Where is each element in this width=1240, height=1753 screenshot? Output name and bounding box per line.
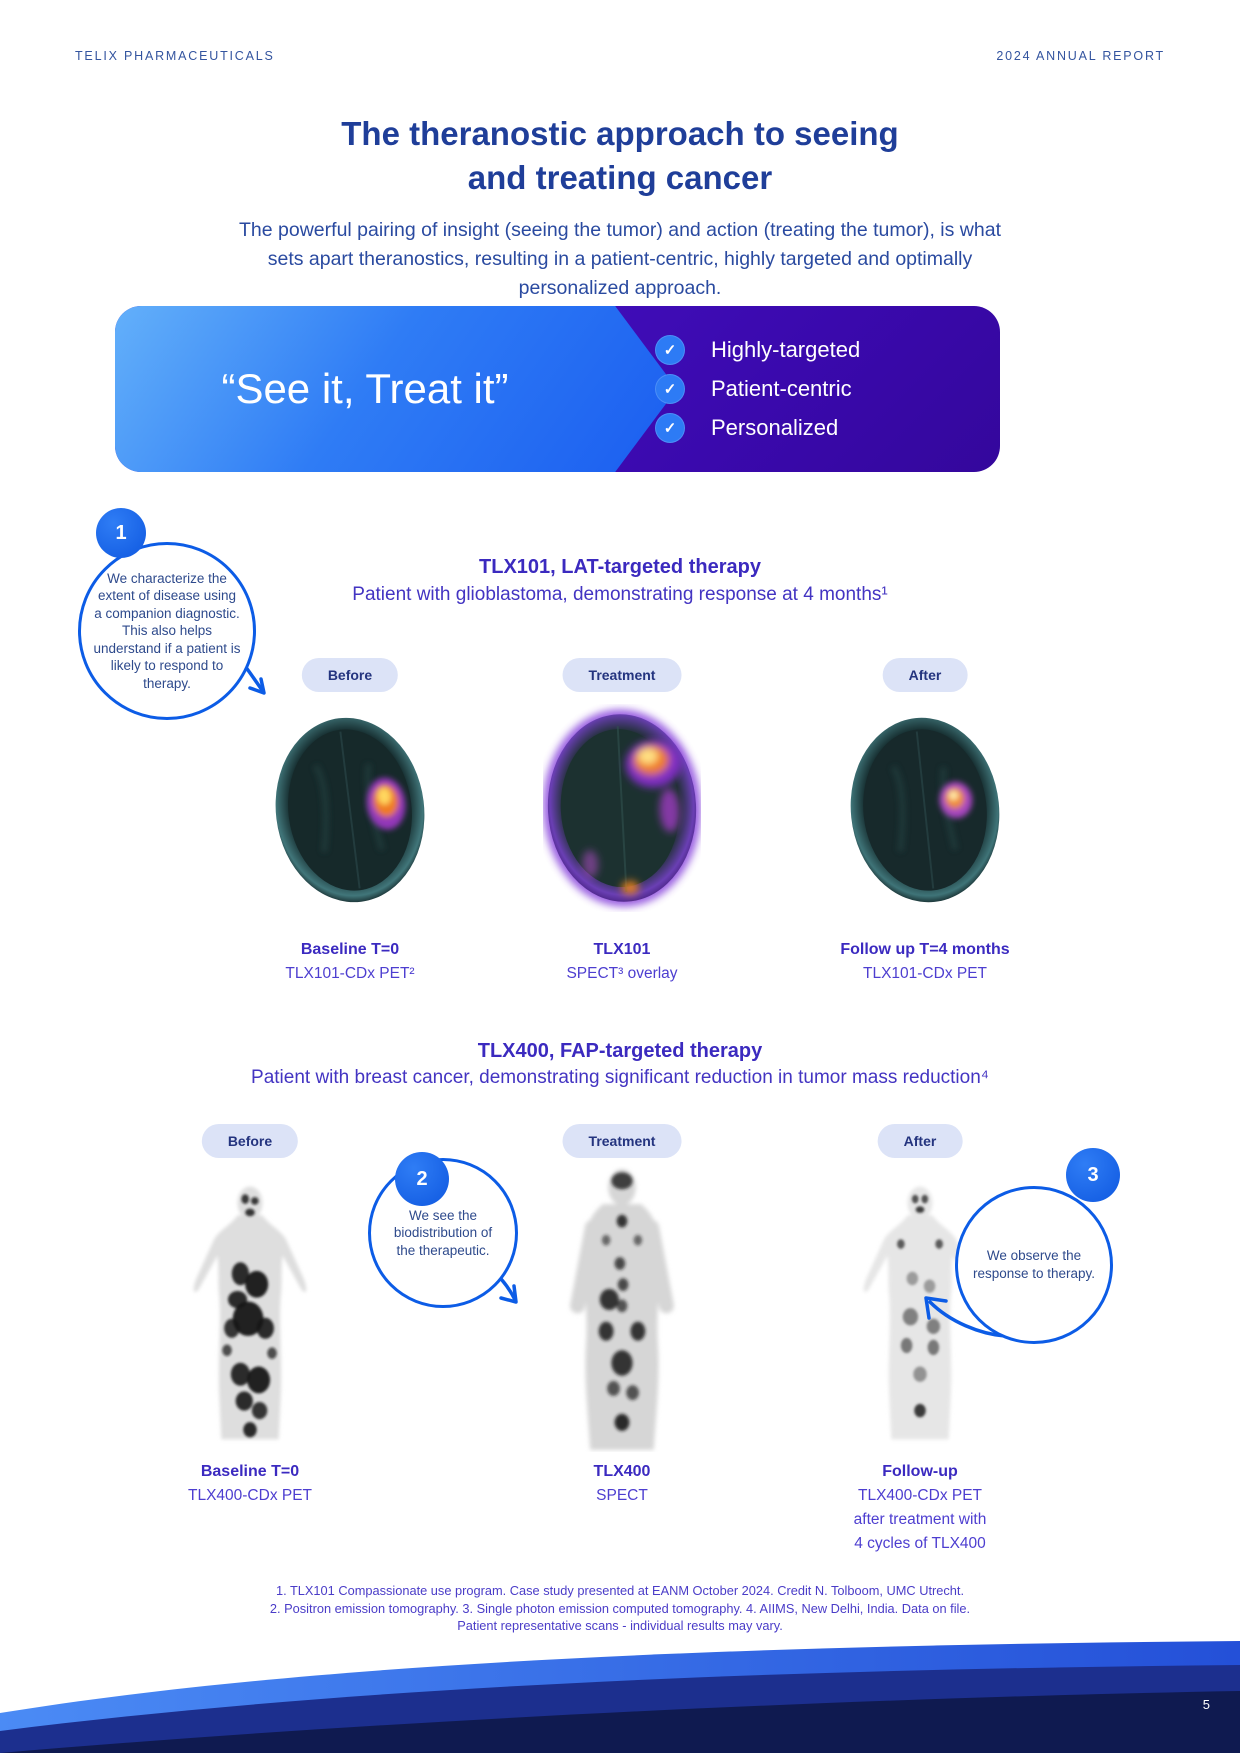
banner-quote: “See it, Treat it” (221, 365, 509, 412)
caption-treatment (594, 1460, 651, 1508)
check-icon: ✓ (655, 335, 685, 365)
banner-checklist (655, 306, 860, 472)
stage-pill-treatment: Treatment (563, 1124, 682, 1158)
caption-line: after treatment with (853, 1511, 987, 1528)
caption-line: TLX101-CDx PET² (285, 965, 415, 982)
caption-line: TLX400-CDx PET (187, 1487, 313, 1504)
stage-pill-before: Before (202, 1124, 298, 1158)
page-title-line2: and treating cancer (467, 159, 773, 196)
body-scan-before-image (183, 1178, 317, 1446)
caption-line: TLX400-CDx PET (857, 1487, 983, 1504)
page-title-line1: The theranostic approach to seeing (341, 115, 899, 152)
caption-before (285, 938, 414, 986)
brain-scan-before-image (273, 712, 427, 908)
caption-line: SPECT (596, 1487, 648, 1504)
header-report: 2024 ANNUAL REPORT (996, 49, 1165, 63)
footnote-line: 2. Positron emission tomography. 3. Single photon emission computed tomography. 4. AIIMS, New Delhi, India. Data on file. (269, 1600, 971, 1616)
see-it-treat-it-banner (115, 306, 1000, 472)
footnote-line: Patient representative scans - individual results may vary. (457, 1618, 783, 1633)
page-title (0, 112, 1240, 200)
caption-line: TLX101 (593, 941, 651, 958)
annotation-2-text: We see the biodistribution of the therapeutic. (393, 1207, 493, 1258)
step-2-badge: 2 (395, 1152, 449, 1206)
caption-line: Follow-up (882, 1463, 958, 1480)
caption-line: TLX101-CDx PET (862, 965, 988, 982)
checklist-label: Highly-targeted (711, 337, 861, 362)
annotation-3-text: We observe the response to therapy. (972, 1248, 1096, 1281)
intro-paragraph: The powerful pairing of insight (seeing the tumor) and action (treating the tumor), is what sets apart theranostics, resulting in a patient-centric, highly targeted and optimally personalized approach. (239, 219, 1001, 299)
stage-pill-before: Before (302, 658, 398, 692)
brain-scan-after-image (848, 712, 1002, 908)
brain-scan-treatment-image (543, 704, 701, 912)
annotation-3-bubble (955, 1186, 1113, 1344)
checklist-item (655, 413, 860, 443)
header-company: TELIX PHARMACEUTICALS (75, 49, 275, 63)
caption-treatment (566, 938, 677, 986)
annotation-1-bubble (78, 542, 256, 720)
stage-pill-after: After (878, 1124, 963, 1158)
footer-wave-graphic (0, 1635, 1240, 1753)
step-1-badge: 1 (96, 508, 146, 558)
footnotes (0, 1582, 1240, 1635)
caption-before (188, 1460, 312, 1508)
caption-line: 4 cycles of TLX400 (854, 1535, 986, 1552)
caption-after (854, 1460, 987, 1556)
check-icon: ✓ (655, 374, 685, 404)
checklist-label: Personalized (711, 415, 839, 440)
annotation-1-text: We characterize the extent of disease using a companion diagnostic. This also helps understand if a patient is likely to respond to therapy. (93, 570, 241, 691)
checklist-label: Patient-centric (711, 376, 852, 401)
body-scan-treatment-image (542, 1166, 702, 1452)
caption-line: TLX400 (593, 1463, 651, 1480)
checklist-item (655, 335, 860, 365)
page-number: 5 (1202, 1697, 1210, 1712)
caption-line: Follow up T=4 months (840, 941, 1010, 958)
caption-line: SPECT³ overlay (566, 965, 678, 982)
stage-pill-treatment: Treatment (563, 658, 682, 692)
tlx101-title: TLX101, LAT-targeted therapy (479, 556, 761, 578)
caption-line: Baseline T=0 (300, 941, 400, 958)
checklist-item (655, 374, 860, 404)
tlx400-subtitle: Patient with breast cancer, demonstrating significant reduction in tumor mass reduction⁴ (251, 1067, 989, 1088)
tlx101-subtitle: Patient with glioblastoma, demonstrating response at 4 months¹ (352, 584, 888, 605)
tlx400-title: TLX400, FAP-targeted therapy (477, 1040, 763, 1062)
stage-pill-after: After (883, 658, 968, 692)
caption-line: Baseline T=0 (200, 1463, 300, 1480)
check-icon: ✓ (655, 413, 685, 443)
caption-after (840, 938, 1009, 986)
step-3-badge: 3 (1066, 1148, 1120, 1202)
footnote-line: 1. TLX101 Compassionate use program. Case study presented at EANM October 2024. Credit N. Tolboom, UMC Utrecht. (275, 1583, 965, 1598)
